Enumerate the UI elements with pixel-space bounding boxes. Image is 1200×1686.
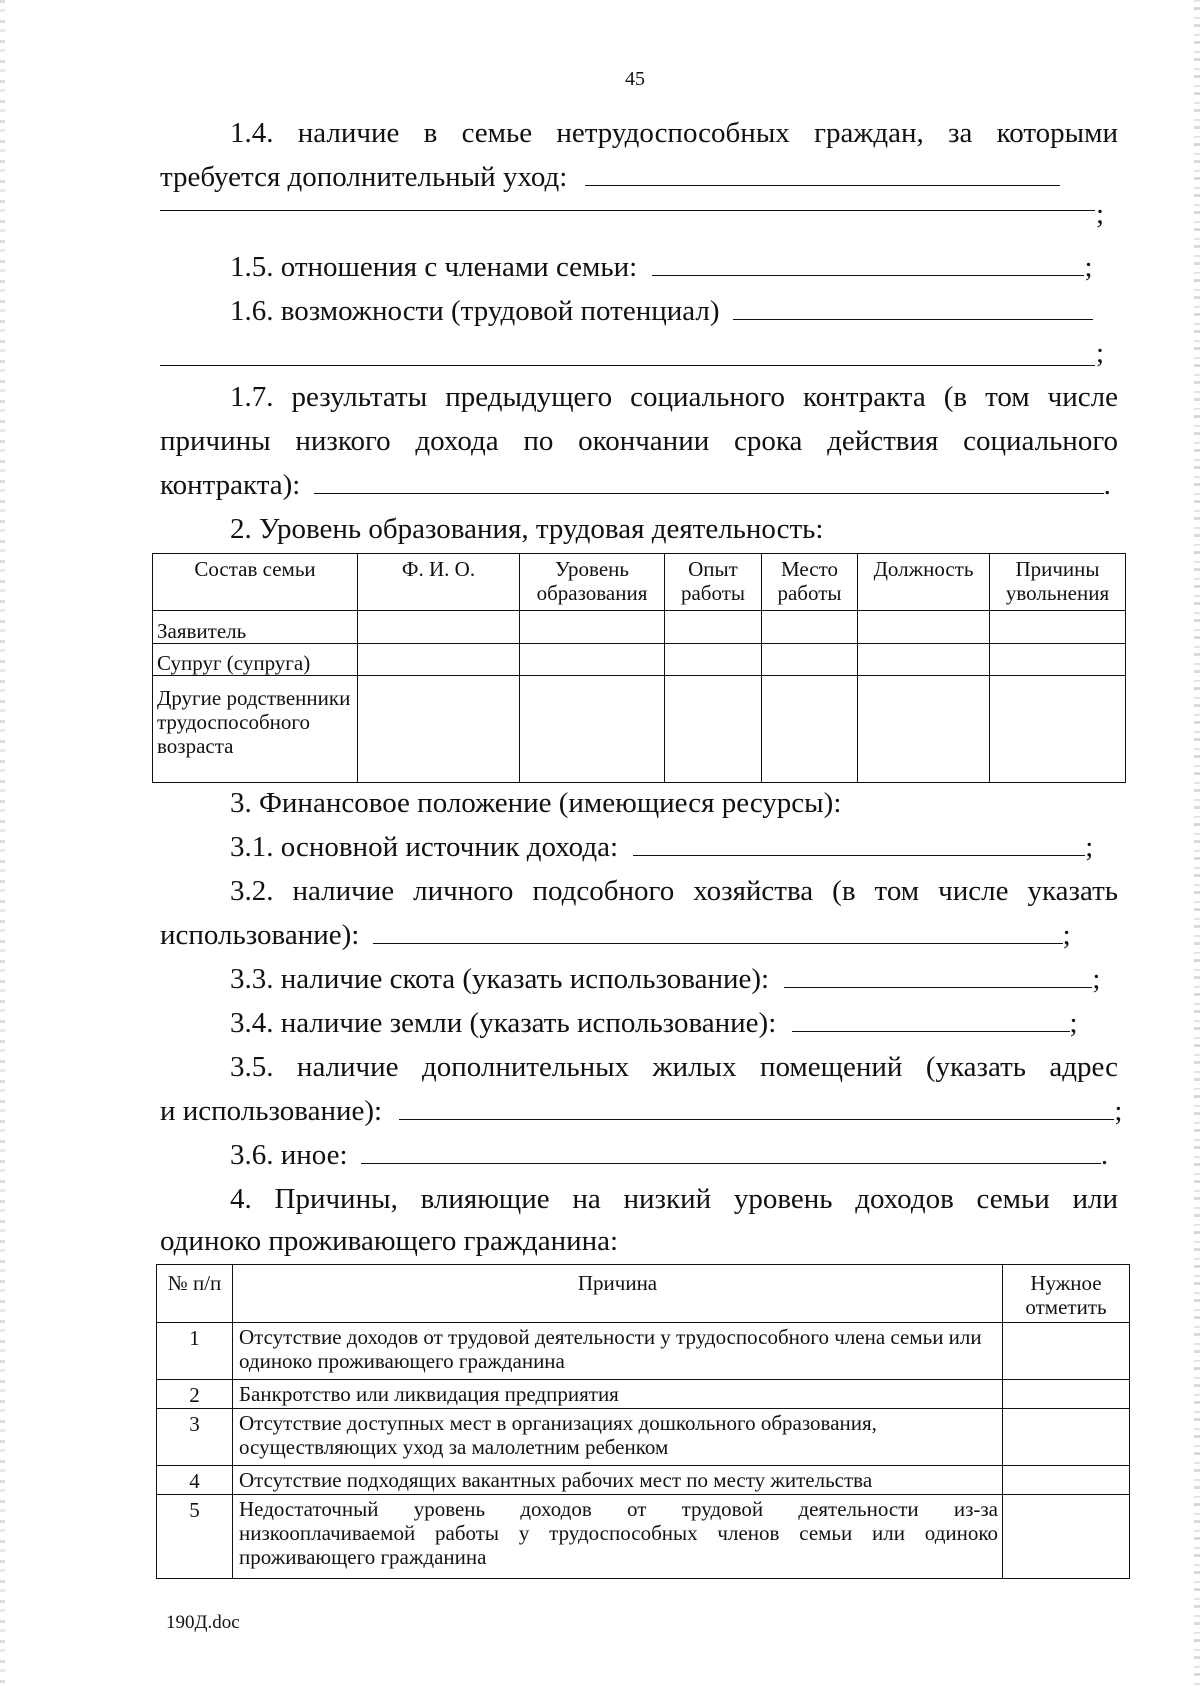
cell-applicant-position[interactable] bbox=[858, 611, 990, 644]
table-row bbox=[153, 676, 1126, 783]
cell-relatives-dismissal[interactable] bbox=[990, 676, 1126, 783]
file-name-footer: 190Д.doc bbox=[166, 1612, 240, 1633]
item-3-5-label: и использование): bbox=[160, 1095, 383, 1127]
cell-applicant-dismissal[interactable] bbox=[990, 611, 1126, 644]
cell-relatives-experience[interactable] bbox=[665, 676, 762, 783]
item-1-5-end: ; bbox=[1084, 251, 1093, 283]
item-3-3 bbox=[160, 957, 1118, 1001]
item-3-6-field[interactable] bbox=[361, 1134, 1101, 1164]
item-1-7-line2: причины низкого дохода по окончании срока действия социального bbox=[160, 425, 1118, 457]
cell-spouse-name[interactable] bbox=[358, 644, 520, 676]
item-1-6-field-b[interactable] bbox=[160, 365, 1095, 366]
cell-relatives-position[interactable] bbox=[858, 676, 990, 783]
row-reason: Отсутствие подходящих вакантных рабочих мест по месту жительства bbox=[233, 1466, 1003, 1495]
row-mark-cell[interactable] bbox=[1003, 1495, 1130, 1579]
cell-spouse-dismissal[interactable] bbox=[990, 644, 1126, 676]
row-label-applicant: Заявитель bbox=[153, 611, 358, 644]
table-row bbox=[157, 1380, 1130, 1409]
row-number: 3 bbox=[157, 1409, 233, 1466]
reasons-table bbox=[156, 1264, 1130, 1579]
reasons-table-header bbox=[157, 1265, 1130, 1323]
header-workplace: Место работы bbox=[762, 554, 858, 611]
item-3-4 bbox=[160, 1001, 1118, 1045]
item-1-5-label: 1.5. отношения с членами семьи: bbox=[230, 251, 638, 283]
row-label-other-relatives: Другие родственники трудоспособного возраста bbox=[153, 676, 358, 783]
table-row bbox=[157, 1495, 1130, 1579]
cell-spouse-position[interactable] bbox=[858, 644, 990, 676]
row-reason: Отсутствие доступных мест в организациях дошкольного образования, осуществляющих уход за малолетним ребенком bbox=[233, 1409, 1003, 1466]
row-number: 1 bbox=[157, 1323, 233, 1380]
header-reason: Причина bbox=[233, 1265, 1003, 1323]
item-1-4-field-b[interactable] bbox=[160, 210, 1095, 211]
item-3-5-line1: 3.5. наличие дополнительных жилых помещений (указать адрес bbox=[230, 1051, 1118, 1083]
cell-relatives-name[interactable] bbox=[358, 676, 520, 783]
table-row bbox=[153, 611, 1126, 644]
cell-relatives-education[interactable] bbox=[520, 676, 665, 783]
item-1-6-end: ; bbox=[1096, 337, 1105, 369]
row-mark-cell[interactable] bbox=[1003, 1466, 1130, 1495]
row-reason: Банкротство или ликвидация предприятия bbox=[233, 1380, 1003, 1409]
item-3-5-field[interactable] bbox=[399, 1090, 1114, 1120]
page-number: 45 bbox=[625, 68, 645, 90]
cell-applicant-name[interactable] bbox=[358, 611, 520, 644]
item-3-3-end: ; bbox=[1092, 963, 1101, 995]
item-3-2-end: ; bbox=[1062, 919, 1071, 951]
scan-edge-left bbox=[0, 0, 5, 1686]
item-1-7-line1: 1.7. результаты предыдущего социального контракта (в том числе bbox=[230, 381, 1118, 413]
header-dismissal-reasons: Причины увольнения bbox=[990, 554, 1126, 611]
row-mark-cell[interactable] bbox=[1003, 1409, 1130, 1466]
education-table bbox=[152, 553, 1126, 783]
cell-spouse-experience[interactable] bbox=[665, 644, 762, 676]
row-mark-cell[interactable] bbox=[1003, 1323, 1130, 1380]
item-3-4-label: 3.4. наличие земли (указать использование): bbox=[230, 1007, 777, 1039]
item-1-5-field[interactable] bbox=[652, 246, 1084, 276]
section-2-heading: 2. Уровень образования, трудовая деятельность: bbox=[230, 513, 824, 545]
item-3-2-line2 bbox=[160, 913, 1118, 957]
header-work-experience: Опыт работы bbox=[665, 554, 762, 611]
item-3-1-end: ; bbox=[1085, 831, 1094, 863]
item-1-7-end: . bbox=[1103, 469, 1111, 501]
row-number: 4 bbox=[157, 1466, 233, 1495]
section-3-heading: 3. Финансовое положение (имеющиеся ресурсы): bbox=[230, 787, 842, 819]
section-4-line1: 4. Причины, влияющие на низкий уровень доходов семьи или bbox=[230, 1183, 1118, 1215]
row-number: 5 bbox=[157, 1495, 233, 1579]
cell-applicant-education[interactable] bbox=[520, 611, 665, 644]
item-3-5-end: ; bbox=[1114, 1095, 1123, 1127]
cell-relatives-workplace[interactable] bbox=[762, 676, 858, 783]
scan-edge-right bbox=[1194, 0, 1200, 1686]
header-number: № п/п bbox=[157, 1265, 233, 1323]
row-reason: Недостаточный уровень доходов от трудовой деятельности из-за низкооплачиваемой работы у трудоспособных членов семьи или одиноко проживающего гражданина bbox=[233, 1495, 1003, 1579]
cell-spouse-workplace[interactable] bbox=[762, 644, 858, 676]
item-1-7-label: контракта): bbox=[160, 469, 301, 501]
item-3-2-field[interactable] bbox=[373, 914, 1063, 944]
item-3-4-field[interactable] bbox=[792, 1002, 1070, 1032]
section-4-line2: одиноко проживающего гражданина: bbox=[160, 1225, 619, 1257]
cell-spouse-education[interactable] bbox=[520, 644, 665, 676]
item-3-6-end: . bbox=[1100, 1139, 1109, 1171]
row-reason: Отсутствие доходов от трудовой деятельности у трудоспособного члена семьи или одиноко проживающего гражданина bbox=[233, 1323, 1003, 1380]
item-1-6 bbox=[160, 289, 1118, 333]
table-row bbox=[153, 644, 1126, 676]
row-number: 2 bbox=[157, 1380, 233, 1409]
item-3-6-label: 3.6. иное: bbox=[230, 1139, 348, 1171]
header-position: Должность bbox=[858, 554, 990, 611]
header-mark: Нужное отметить bbox=[1003, 1265, 1130, 1323]
item-3-2-label: использование): bbox=[160, 919, 360, 951]
item-1-4-line1: 1.4. наличие в семье нетрудоспособных граждан, за которыми bbox=[230, 117, 1118, 149]
item-1-7-line3 bbox=[160, 463, 1118, 507]
item-1-4-end: ; bbox=[1096, 198, 1105, 230]
item-3-1 bbox=[160, 825, 1118, 869]
item-1-6-label: 1.6. возможности (трудовой потенциал) bbox=[230, 295, 720, 327]
item-1-4-field-a[interactable] bbox=[585, 156, 1060, 186]
header-family-composition: Состав семьи bbox=[153, 554, 358, 611]
education-table-header bbox=[153, 554, 1126, 611]
item-1-4-label: требуется дополнительный уход: bbox=[160, 161, 568, 193]
row-label-spouse: Супруг (супруга) bbox=[153, 644, 358, 676]
cell-applicant-workplace[interactable] bbox=[762, 611, 858, 644]
header-education-level: Уровень образования bbox=[520, 554, 665, 611]
cell-applicant-experience[interactable] bbox=[665, 611, 762, 644]
table-row bbox=[157, 1466, 1130, 1495]
item-3-2-line1: 3.2. наличие личного подсобного хозяйства (в том числе указать bbox=[230, 875, 1118, 907]
item-1-6-field-a[interactable] bbox=[733, 290, 1093, 320]
item-1-5 bbox=[160, 245, 1118, 289]
item-1-7-field[interactable] bbox=[314, 464, 1104, 494]
table-row bbox=[157, 1323, 1130, 1380]
item-3-1-field[interactable] bbox=[633, 826, 1085, 856]
table-row bbox=[157, 1409, 1130, 1466]
item-3-5-line2 bbox=[160, 1089, 1123, 1133]
header-full-name: Ф. И. О. bbox=[358, 554, 520, 611]
item-3-6 bbox=[160, 1133, 1118, 1177]
item-3-1-label: 3.1. основной источник дохода: bbox=[230, 831, 619, 863]
item-3-3-label: 3.3. наличие скота (указать использование): bbox=[230, 963, 770, 995]
item-3-4-end: ; bbox=[1069, 1007, 1078, 1039]
item-3-3-field[interactable] bbox=[784, 958, 1092, 988]
row-mark-cell[interactable] bbox=[1003, 1380, 1130, 1409]
item-1-4-line2 bbox=[160, 155, 1118, 199]
